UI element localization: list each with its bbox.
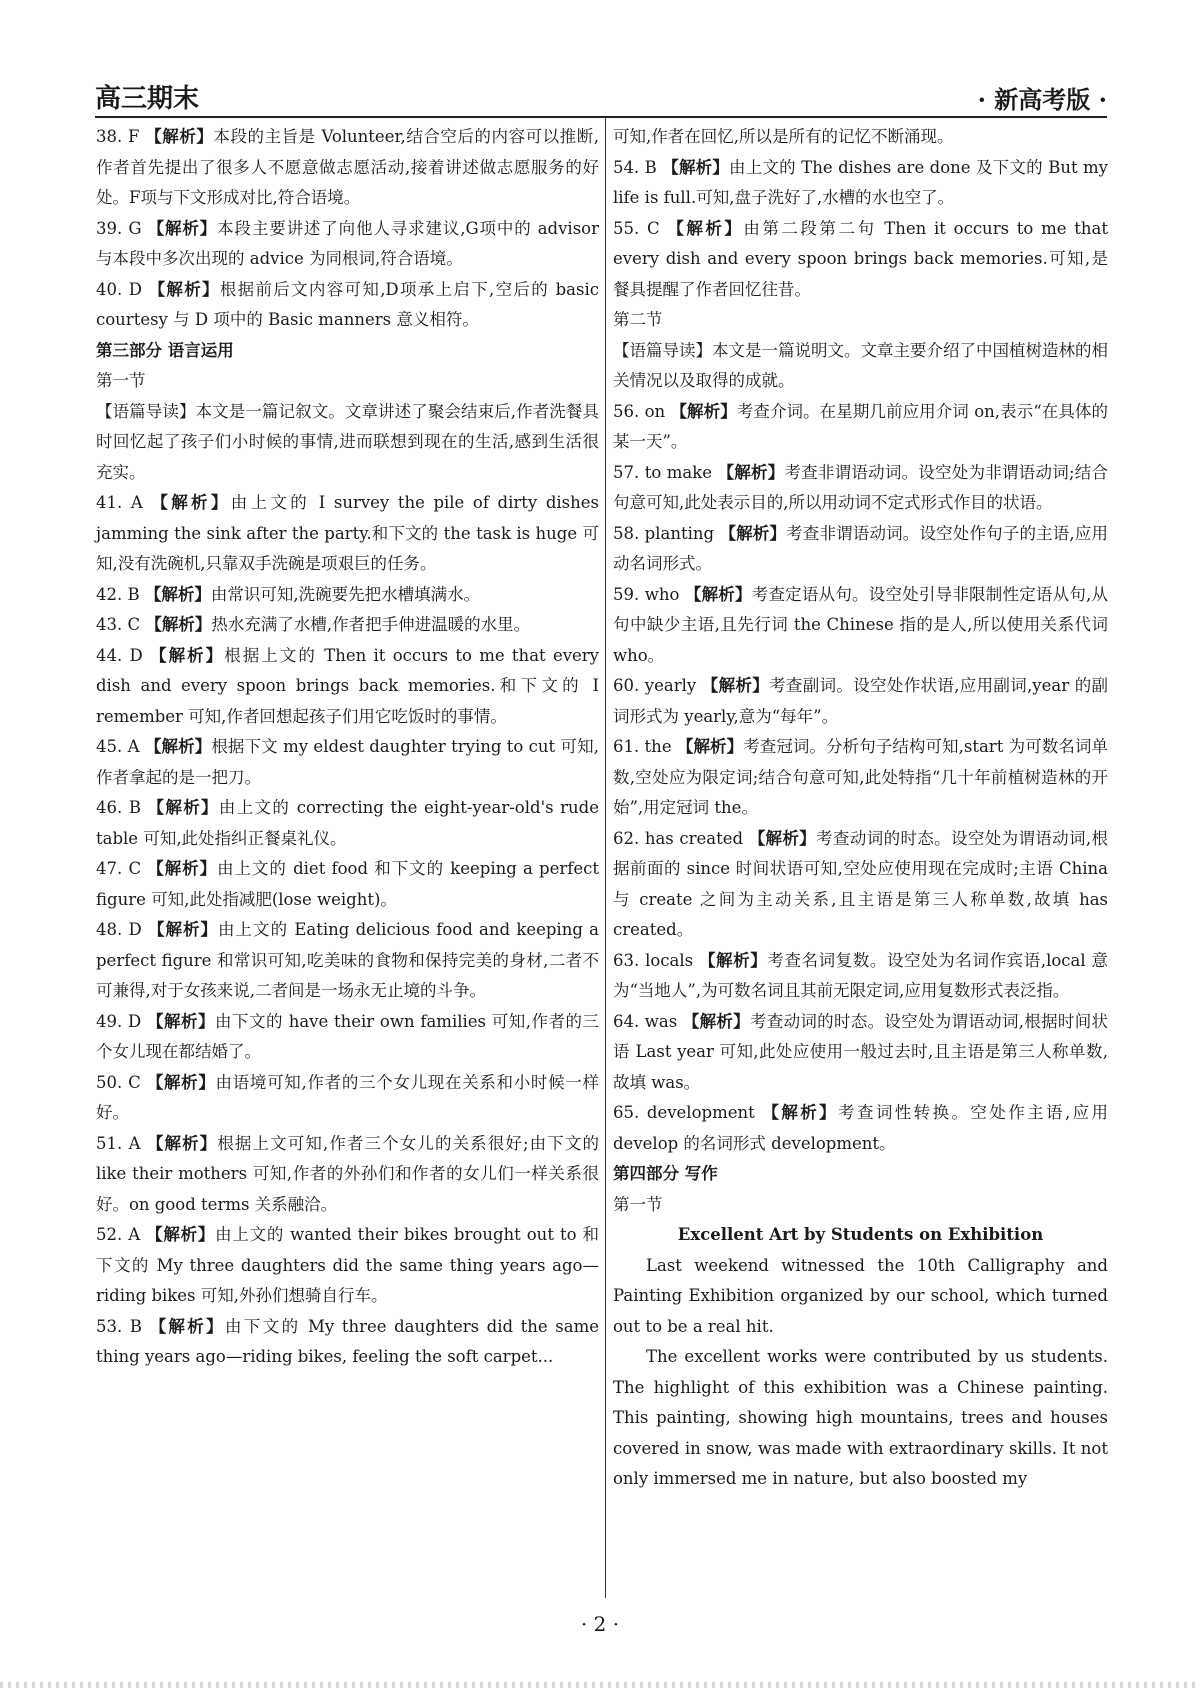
analysis-tag: 【解析】 xyxy=(146,1133,218,1153)
answer-entry xyxy=(613,732,1108,824)
answer-number: 47. C xyxy=(96,859,148,878)
answer-entry xyxy=(613,458,1108,519)
analysis-text: 考查名词复数。设空处为名词作宾语,local 意为“当地人”,为可数名词且其前无限定词,应用复数形式表泛指。 xyxy=(613,950,1109,1000)
answer-entry xyxy=(96,122,599,214)
answer-number: 39. G xyxy=(96,218,148,238)
answer-number: 44. D xyxy=(96,645,151,665)
answer-number: 43. C xyxy=(96,615,146,634)
essay-title: Excellent Art by Students on Exhibition xyxy=(677,1225,1044,1244)
answer-entry xyxy=(613,397,1108,458)
text-line: 第二节 xyxy=(613,310,663,329)
answer-number: 53. B xyxy=(96,1316,150,1336)
answer-number: 49. D xyxy=(96,1011,147,1031)
analysis-tag: 【解析】 xyxy=(146,1072,216,1092)
header-edition: · 新高考版 · xyxy=(977,85,1107,114)
analysis-text: 考查动词的时态。设空处为谓语动词,根据时间状语 Last year 可知,此处应使用一般过去时,且主语是第三人称单数,故填 was。 xyxy=(613,1011,1108,1092)
analysis-text: 由语境可知,作者的三个女儿现在关系和小时候一样好。 xyxy=(96,1072,600,1122)
analysis-tag: 【解析】 xyxy=(151,493,231,512)
analysis-tag: 【解析】 xyxy=(667,218,744,238)
analysis-tag: 【解析】 xyxy=(762,1103,839,1122)
answer-entry xyxy=(613,946,1108,1007)
analysis-text: 根据前后文内容可知,D项承上启下,空后的 basic courtesy 与 D 项中的 Basic manners 意义相符。 xyxy=(96,279,599,329)
answer-entry xyxy=(96,488,599,580)
analysis-tag: 【解析】 xyxy=(147,920,219,939)
answer-entry xyxy=(96,214,599,275)
analysis-text: 由上文的 Eating delicious food and keeping a perfect figure 和常识可知,吃美味的食物和保持完美的身材,二者不可兼得,对于女孩来说,二者间是一场永无止境的斗争。 xyxy=(96,920,599,1000)
section-heading: 第三部分 语言运用 xyxy=(96,340,234,360)
answer-entry xyxy=(96,854,599,915)
analysis-text: 由下文的 My three daughters did the same thing years ago—riding bikes, feeling the soft carpet... xyxy=(96,1316,600,1366)
answer-number: 38. F xyxy=(96,127,146,146)
analysis-tag: 【解析】 xyxy=(144,737,212,756)
answer-number: 60. yearly xyxy=(613,676,702,695)
analysis-text: 本段主要讲述了向他人寻求建议,G项中的 advisor 与本段中多次出现的 advice 为同根词,符合语境。 xyxy=(96,218,599,268)
header-title: 高三期末 xyxy=(95,84,200,114)
text-line: 第一节 xyxy=(96,371,146,390)
answer-number: 56. on xyxy=(613,401,671,421)
analysis-tag: 【解析】 xyxy=(719,523,787,543)
answer-number: 41. A xyxy=(96,493,152,512)
answer-entry xyxy=(96,641,599,733)
essay-paragraph: The excellent works were contributed by us students. The highlight of this exhibition was a Chinese painting. This painting, showing high mountains, trees and houses covered in snow, was made with extraordinary skills. It not only immersed me in nature, but also boosted my xyxy=(613,1347,1108,1488)
analysis-tag: 【解析】 xyxy=(146,1225,216,1244)
answer-number: 42. B xyxy=(96,584,145,604)
text-line: 【语篇导读】本文是一篇记叙文。文章讲述了聚会结束后,作者洗餐具时回忆起了孩子们小时候的事情,进而联想到现在的生活,感到生活很充实。 xyxy=(96,401,599,482)
analysis-text: 考查冠词。分析句子结构可知,start 为可数名词单数,空处应为限定词;结合句意可知,此处特指“几十年前植树造林的开始”,用定冠词 the。 xyxy=(613,737,1109,817)
answer-number: 64. was xyxy=(613,1011,683,1031)
analysis-text: 考查介词。在星期几前应用介词 on,表示“在具体的某一天”。 xyxy=(613,401,1108,451)
answer-entry xyxy=(613,1007,1108,1099)
analysis-text: 由上文的 wanted their bikes brought out to 和下文的 My three daughters did the same thing years ago—riding bikes 可知,外孙们想骑自行车。 xyxy=(96,1225,599,1305)
analysis-tag: 【解析】 xyxy=(717,462,785,482)
answer-entry xyxy=(96,1312,599,1373)
answer-number: 50. C xyxy=(96,1072,147,1092)
analysis-tag: 【解析】 xyxy=(147,218,218,238)
answer-number: 48. D xyxy=(96,920,148,939)
answer-entry xyxy=(96,1007,599,1068)
analysis-tag: 【解析】 xyxy=(147,859,218,878)
answer-number: 57. to make xyxy=(613,462,718,482)
answer-entry xyxy=(96,1220,599,1312)
analysis-tag: 【解析】 xyxy=(147,798,219,817)
analysis-text: 由常识可知,洗碗要先把水槽填满水。 xyxy=(210,584,481,604)
analysis-text: 考查定语从句。设空处引导非限制性定语从句,从句中缺少主语,且先行词 the Chinese 指的是人,所以使用关系代词 who。 xyxy=(613,584,1109,665)
right-column xyxy=(613,122,1108,1495)
analysis-text: 本段的主旨是 Volunteer,结合空后的内容可以推断,作者首先提出了很多人不愿意做志愿活动,接着讲述做志愿服务的好处。F项与下文形成对比,符合语境。 xyxy=(96,127,599,207)
answer-entry xyxy=(96,1068,599,1129)
analysis-tag: 【解析】 xyxy=(670,401,737,421)
page-header xyxy=(95,78,1107,118)
analysis-tag: 【解析】 xyxy=(148,279,220,299)
analysis-tag: 【解析】 xyxy=(682,1011,750,1031)
answer-number: 62. has created xyxy=(613,828,749,848)
analysis-text: 考查动词的时态。设空处为谓语动词,根据前面的 since 时间状语可知,空处应使用现在完成时;主语 China 与 create 之间为主动关系,且主语是第三人称单数,故填 has created。 xyxy=(613,828,1109,939)
analysis-tag: 【解析】 xyxy=(684,584,752,604)
answer-entry xyxy=(613,214,1108,306)
answer-number: 65. development xyxy=(613,1103,763,1122)
answer-entry xyxy=(96,610,599,641)
answer-number: 55. C xyxy=(613,218,668,238)
analysis-text: 由上文的 I survey the pile of dirty dishes jamming the sink after the party.和下文的 the task is huge 可知,没有洗碗机,只靠双手洗碗是项艰巨的任务。 xyxy=(96,493,599,573)
analysis-tag: 【解析】 xyxy=(698,950,768,970)
answer-entry xyxy=(613,824,1108,946)
analysis-tag: 【解析】 xyxy=(701,676,770,695)
scan-edge-dots xyxy=(0,1682,1200,1688)
answer-number: 40. D xyxy=(96,279,149,299)
essay-paragraph: Last weekend witnessed the 10th Calligraphy and Painting Exhibition organized by our school, which turned out to be a real hit. xyxy=(613,1255,1108,1336)
analysis-text: 根据上文的 Then it occurs to me that every dish and every spoon brings back memories.和下文的 I remember 可知,作者回想起孩子们用它吃饭时的事情。 xyxy=(96,645,600,726)
answer-entry xyxy=(613,1098,1108,1159)
answer-entry xyxy=(96,915,599,1007)
answer-entry xyxy=(96,275,599,336)
text-line: 第一节 xyxy=(613,1194,663,1214)
analysis-tag: 【解析】 xyxy=(149,1316,225,1336)
section-heading: 第四部分 写作 xyxy=(613,1164,718,1183)
analysis-text: 由上文的 The dishes are done 及下文的 But my life is full.可知,盘子洗好了,水槽的水也空了。 xyxy=(613,157,1108,207)
answer-number: 54. B xyxy=(613,157,663,177)
text-line: 【语篇导读】本文是一篇说明文。文章主要介绍了中国植树造林的相关情况以及取得的成就。 xyxy=(613,340,1108,390)
analysis-tag: 【解析】 xyxy=(662,157,730,177)
text-line: 可知,作者在回忆,所以是所有的记忆不断涌现。 xyxy=(613,127,954,146)
analysis-text: 根据下文 my eldest daughter trying to cut 可知,作者拿起的是一把刀。 xyxy=(96,737,599,787)
answer-entry xyxy=(613,671,1108,732)
answer-entry xyxy=(96,580,599,611)
answer-number: 51. A xyxy=(96,1133,147,1153)
analysis-text: 考查词性转换。空处作主语,应用 develop 的名词形式 development。 xyxy=(613,1103,1109,1153)
answer-entry xyxy=(613,519,1108,580)
analysis-tag: 【解析】 xyxy=(146,1011,215,1031)
left-column xyxy=(96,122,599,1373)
answer-entry xyxy=(96,1129,599,1221)
answer-number: 46. B xyxy=(96,798,148,817)
answer-number: 52. A xyxy=(96,1225,147,1244)
answer-number: 45. A xyxy=(96,737,145,756)
analysis-tag: 【解析】 xyxy=(748,828,817,848)
analysis-text: 热水充满了水槽,作者把手伸进温暖的水里。 xyxy=(211,615,531,634)
answer-number: 58. planting xyxy=(613,523,720,543)
answer-number: 63. locals xyxy=(613,950,699,970)
analysis-tag: 【解析】 xyxy=(145,615,212,634)
analysis-text: 考查非谓语动词。设空处为非谓语动词;结合句意可知,此处表示目的,所以用动词不定式形式作目的状语。 xyxy=(613,462,1108,512)
analysis-tag: 【解析】 xyxy=(145,127,214,146)
answer-entry xyxy=(613,580,1108,672)
answer-entry xyxy=(96,732,599,793)
answer-number: 61. the xyxy=(613,737,677,756)
analysis-text: 由上文的 diet food 和下文的 keeping a perfect figure 可知,此处指减肥(lose weight)。 xyxy=(96,859,600,909)
analysis-text: 根据上文可知,作者三个女儿的关系很好;由下文的 like their mothers 可知,作者的外孙们和作者的女儿们一样关系很好。on good terms 关系融洽。 xyxy=(96,1133,599,1214)
column-divider xyxy=(605,118,606,1598)
analysis-text: 考查副词。设空处作状语,应用副词,year 的副词形式为 yearly,意为“每年”。 xyxy=(613,676,1109,726)
analysis-tag: 【解析】 xyxy=(150,645,225,665)
answer-entry xyxy=(613,153,1108,214)
analysis-tag: 【解析】 xyxy=(144,584,211,604)
answer-number: 59. who xyxy=(613,584,685,604)
analysis-text: 由上文的 correcting the eight-year-old's rude table 可知,此处指纠正餐桌礼仪。 xyxy=(96,798,600,848)
analysis-text: 考查非谓语动词。设空处作句子的主语,应用动名词形式。 xyxy=(613,523,1109,573)
analysis-text: 由第二段第二句 Then it occurs to me that every dish and every spoon brings back memories.可知,是餐具提醒了作者回忆往昔。 xyxy=(613,218,1109,299)
analysis-text: 由下文的 have their own families 可知,作者的三个女儿现在都结婚了。 xyxy=(96,1011,600,1061)
page-number: · 2 · xyxy=(580,1612,620,1636)
analysis-tag: 【解析】 xyxy=(676,737,744,756)
answer-entry xyxy=(96,793,599,854)
